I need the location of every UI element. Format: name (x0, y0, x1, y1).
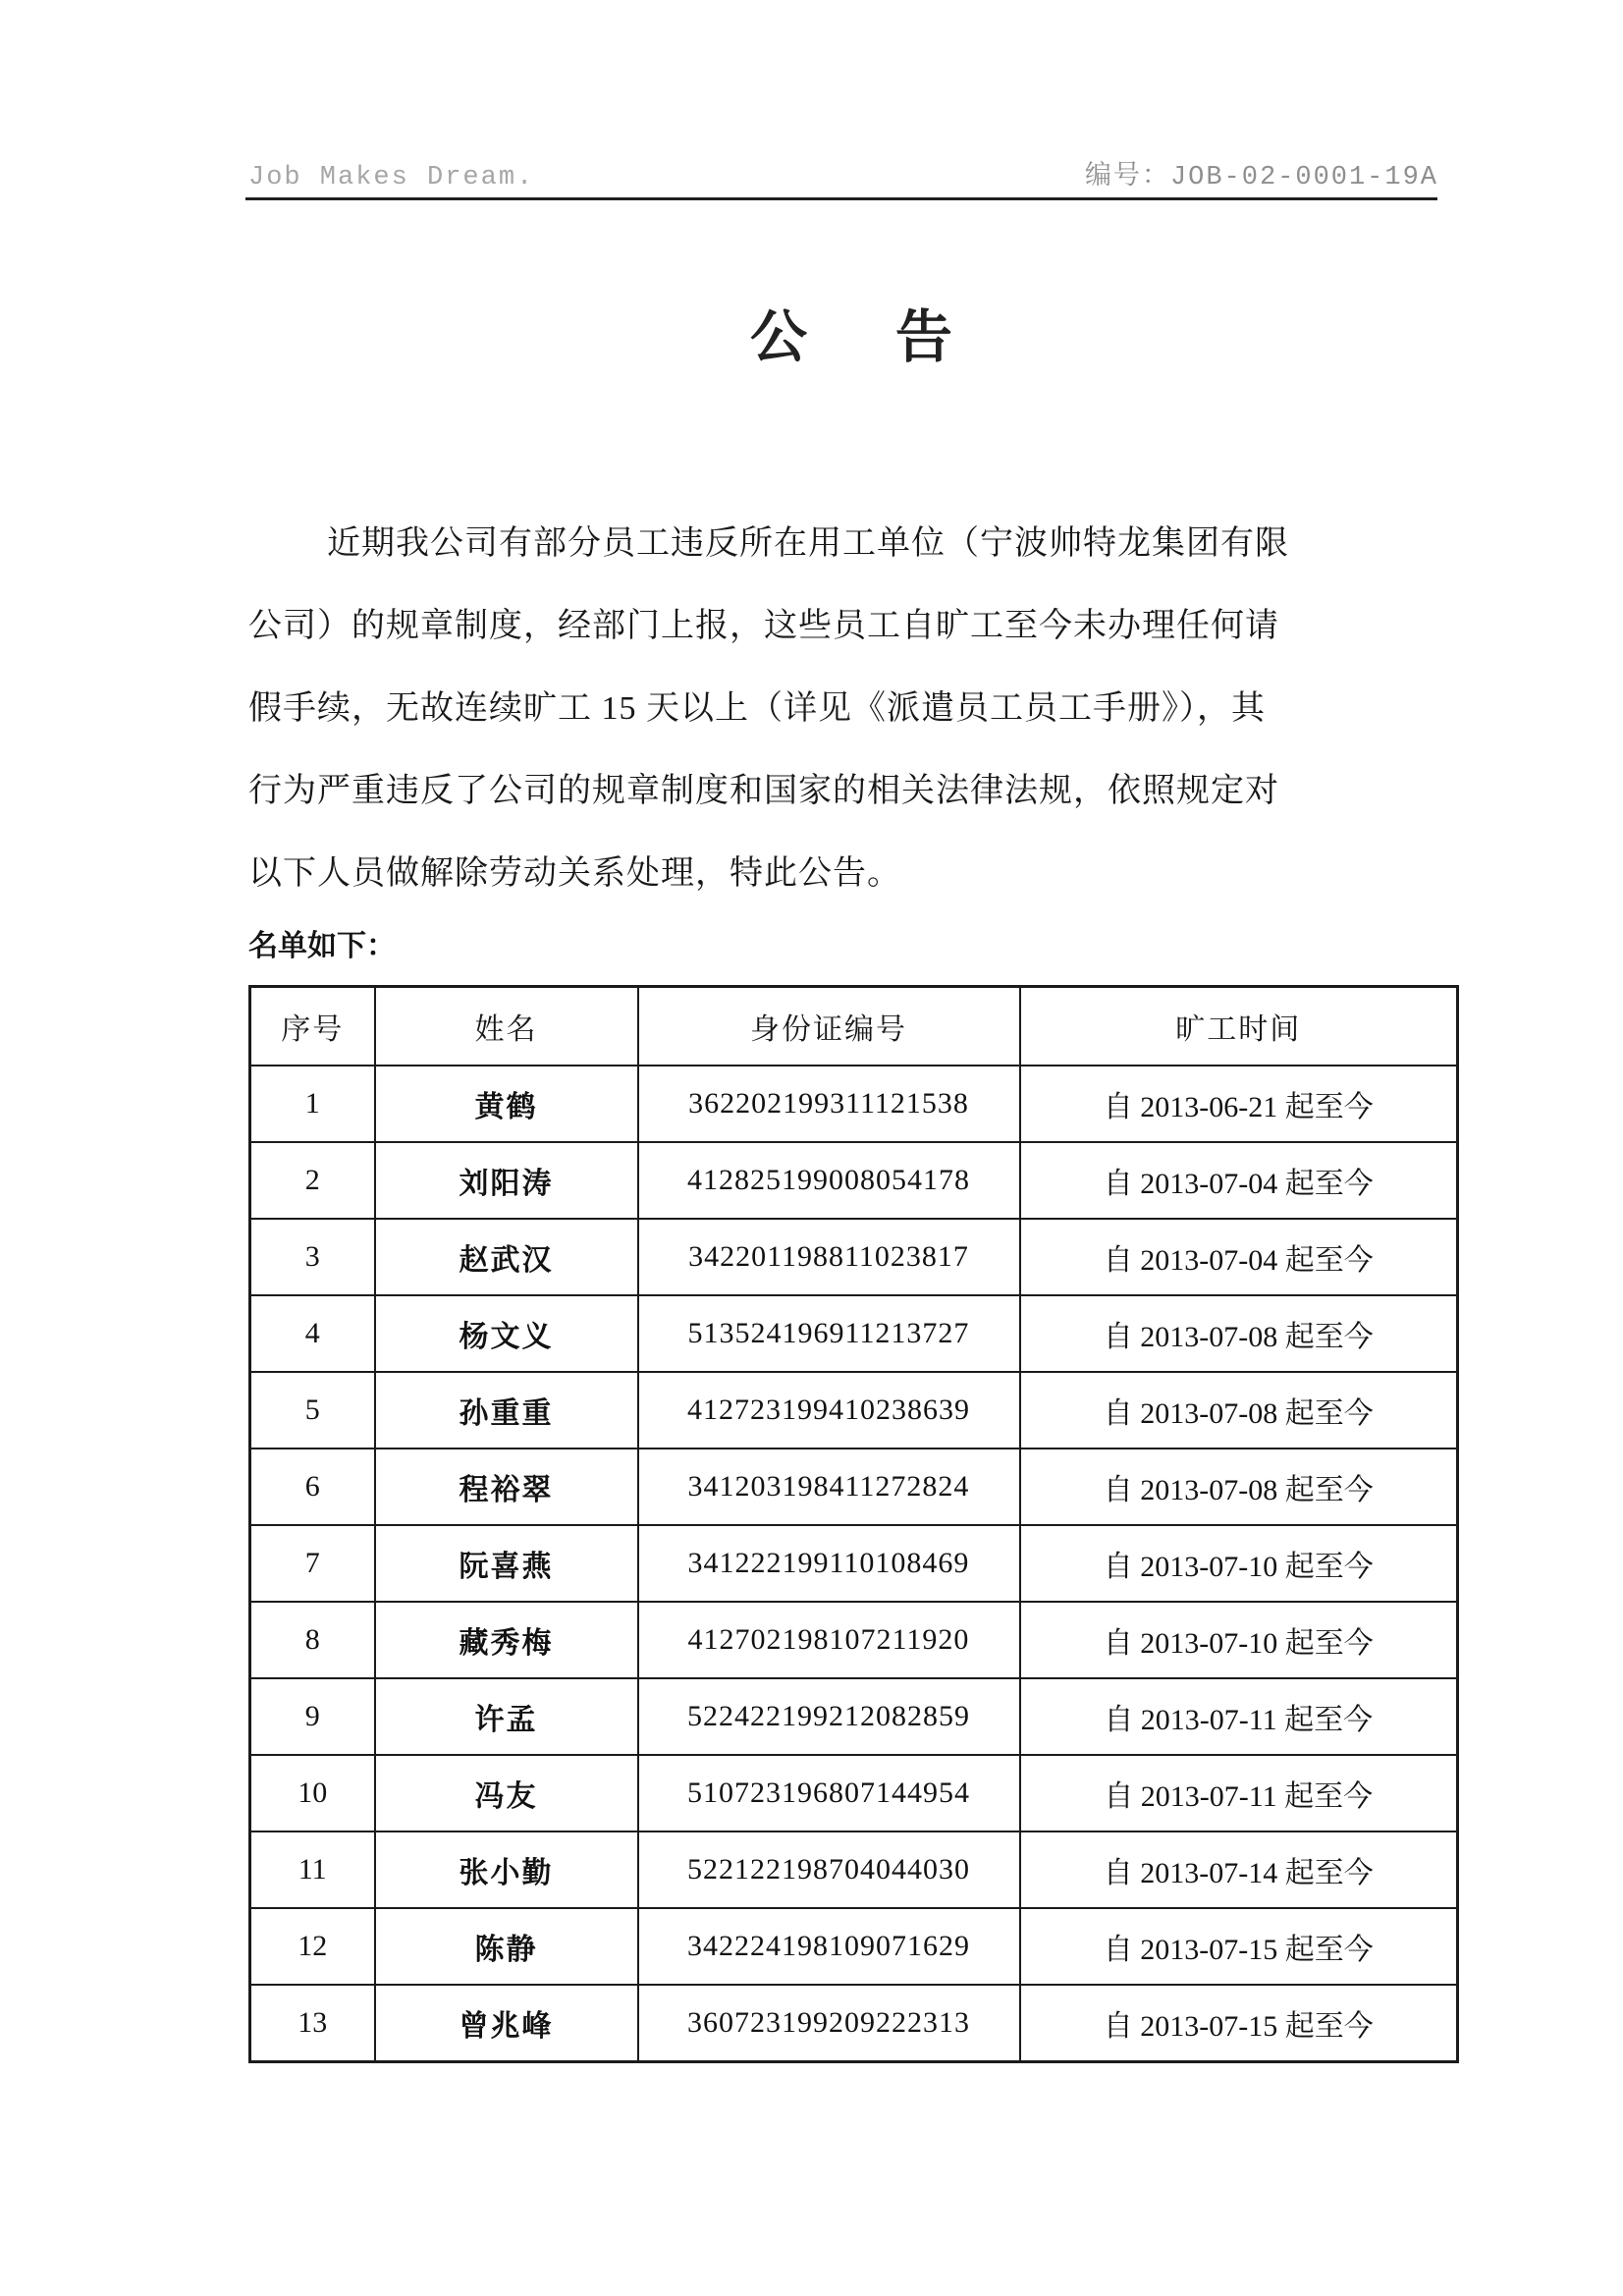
cell-id-number: 360723199209222313 (638, 1985, 1020, 2062)
cell-seq: 3 (250, 1219, 375, 1295)
cell-id-number: 412702198107211920 (638, 1602, 1020, 1678)
cell-absence-time: 自 2013-07-08 起至今 (1020, 1372, 1458, 1449)
cell-id-number: 412825199008054178 (638, 1142, 1020, 1219)
cell-name: 刘阳涛 (375, 1142, 638, 1219)
cell-name: 孙重重 (375, 1372, 638, 1449)
cell-absence-time: 自 2013-07-15 起至今 (1020, 1985, 1458, 2062)
cell-name: 赵武汉 (375, 1219, 638, 1295)
dismissal-roster-table (248, 985, 1459, 2063)
list-label: 名单如下： (248, 930, 396, 962)
table-row (250, 1678, 1458, 1755)
cell-name: 阮喜燕 (375, 1525, 638, 1602)
cell-id-number: 341203198411272824 (638, 1449, 1020, 1525)
table-row (250, 1525, 1458, 1602)
cell-name: 藏秀梅 (375, 1602, 638, 1678)
cell-seq: 12 (250, 1908, 375, 1985)
cell-id-number: 342224198109071629 (638, 1908, 1020, 1985)
header-brand-text: Job Makes Dream. (248, 163, 535, 192)
cell-seq: 5 (250, 1372, 375, 1449)
page-title-text: 公 告 (750, 305, 990, 369)
cell-id-number: 522122198704044030 (638, 1831, 1020, 1908)
cell-seq: 11 (250, 1831, 375, 1908)
cell-name: 张小勤 (375, 1831, 638, 1908)
cell-absence-time: 自 2013-07-14 起至今 (1020, 1831, 1458, 1908)
cell-name: 杨文义 (375, 1295, 638, 1372)
body-line-3: 假手续，无故连续旷工 15 天以上（详见《派遣员工员工手册》），其 (248, 690, 1266, 727)
table-row (250, 1831, 1458, 1908)
table-row (250, 1372, 1458, 1449)
col-header-name: 姓名 (375, 987, 638, 1066)
cell-seq: 9 (250, 1678, 375, 1755)
cell-id-number: 510723196807144954 (638, 1755, 1020, 1831)
cell-absence-time: 自 2013-07-08 起至今 (1020, 1449, 1458, 1525)
body-line-4: 行为严重违反了公司的规章制度和国家的相关法律法规，依照规定对 (248, 773, 1279, 809)
header-doc-number: 编号：JOB-02-0001-19A (1084, 163, 1438, 192)
cell-absence-time: 自 2013-07-11 起至今 (1020, 1755, 1458, 1831)
table-row (250, 1142, 1458, 1219)
cell-id-number: 342201198811023817 (638, 1219, 1020, 1295)
cell-absence-time: 自 2013-07-15 起至今 (1020, 1908, 1458, 1985)
cell-id-number: 412723199410238639 (638, 1372, 1020, 1449)
cell-seq: 2 (250, 1142, 375, 1219)
col-header-seq: 序号 (250, 987, 375, 1066)
cell-absence-time: 自 2013-07-04 起至今 (1020, 1142, 1458, 1219)
cell-absence-time: 自 2013-07-04 起至今 (1020, 1219, 1458, 1295)
cell-seq: 10 (250, 1755, 375, 1831)
cell-id-number: 513524196911213727 (638, 1295, 1020, 1372)
cell-id-number: 341222199110108469 (638, 1525, 1020, 1602)
cell-name: 陈静 (375, 1908, 638, 1985)
cell-seq: 7 (250, 1525, 375, 1602)
table-row (250, 1066, 1458, 1142)
table-row (250, 1449, 1458, 1525)
body-line-5: 以下人员做解除劳动关系处理，特此公告。 (248, 855, 901, 892)
cell-seq: 4 (250, 1295, 375, 1372)
cell-seq: 1 (250, 1066, 375, 1142)
cell-seq: 13 (250, 1985, 375, 2062)
cell-name: 许孟 (375, 1678, 638, 1755)
col-header-absence-time: 旷工时间 (1020, 987, 1458, 1066)
table-row (250, 1295, 1458, 1372)
cell-absence-time: 自 2013-07-10 起至今 (1020, 1602, 1458, 1678)
cell-name: 黄鹤 (375, 1066, 638, 1142)
page-title (248, 291, 1454, 373)
table-row (250, 1755, 1458, 1831)
header-divider-line (245, 197, 1437, 200)
announcement-body (248, 503, 1458, 915)
cell-seq: 6 (250, 1449, 375, 1525)
cell-seq: 8 (250, 1602, 375, 1678)
col-header-id-number: 身份证编号 (638, 987, 1020, 1066)
body-line-1: 近期我公司有部分员工违反所在用工单位（宁波帅特龙集团有限 (327, 525, 1289, 562)
cell-absence-time: 自 2013-07-11 起至今 (1020, 1678, 1458, 1755)
cell-id-number: 362202199311121538 (638, 1066, 1020, 1142)
table-header-row (250, 987, 1458, 1066)
table-row (250, 1602, 1458, 1678)
cell-name: 曾兆峰 (375, 1985, 638, 2062)
page-header (248, 153, 1438, 192)
body-line-2: 公司）的规章制度，经部门上报，这些员工自旷工至今未办理任何请 (248, 608, 1279, 644)
cell-absence-time: 自 2013-06-21 起至今 (1020, 1066, 1458, 1142)
cell-id-number: 522422199212082859 (638, 1678, 1020, 1755)
cell-absence-time: 自 2013-07-10 起至今 (1020, 1525, 1458, 1602)
table-row (250, 1219, 1458, 1295)
cell-name: 冯友 (375, 1755, 638, 1831)
cell-name: 程裕翠 (375, 1449, 638, 1525)
cell-absence-time: 自 2013-07-08 起至今 (1020, 1295, 1458, 1372)
table-row (250, 1908, 1458, 1985)
table-row (250, 1985, 1458, 2062)
